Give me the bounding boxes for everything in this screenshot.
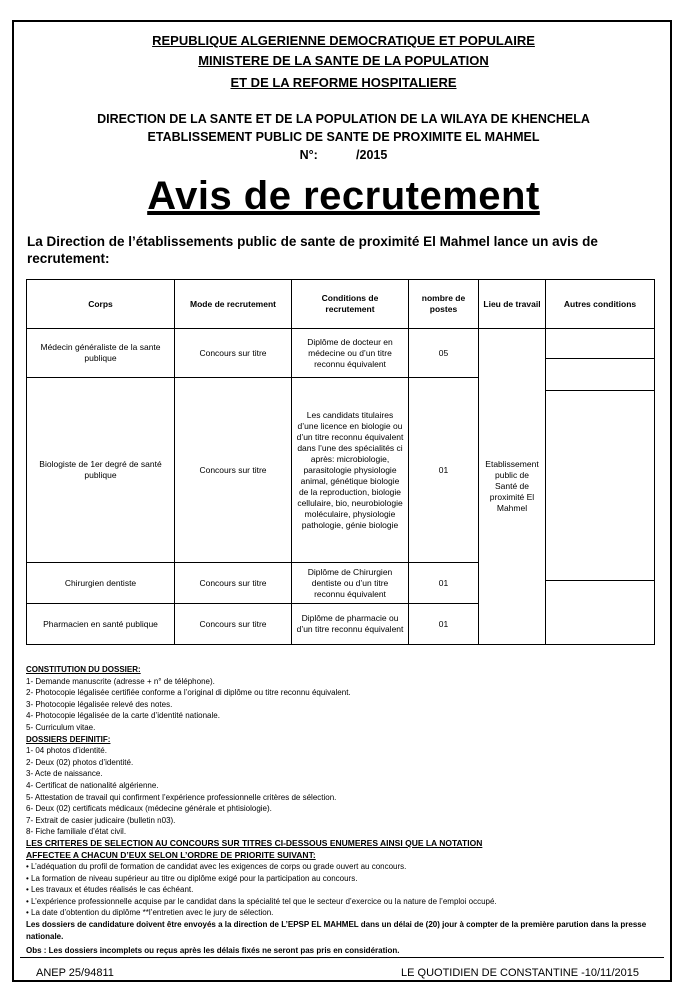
list-item: 6- Deux (02) certificats médicaux (médecine générale et phtisiologie). [26,804,272,814]
cell-corps: Chirurgien dentiste [27,563,175,604]
list-item: 4- Certificat de nationalité algérienne. [26,780,159,790]
header-conditions: Conditions de recrutement [292,280,409,329]
list-item: 5- Attestation de travail qui confirment l’expérience professionnelle critères de sélection. [26,792,337,802]
header-reform: ET DE LA REFORME HOSPITALIERE [230,75,457,90]
header-ministry: MINISTERE DE LA SANTE DE LA POPULATION [198,53,489,68]
footer-publication: LE QUOTIDIEN DE CONSTANTINE -10/11/2015 [401,967,639,979]
list-item: 2- Photocopie légalisée certifiée conforme a l’original di diplôme ou titre reconnu équivalent. [26,688,351,698]
list-item: 5- Curriculum vitae. [26,722,96,732]
list-item: 2- Deux (02) photos d’identité. [26,757,134,767]
cell-mode: Concours sur titre [175,378,292,563]
deadline-note: Les dossiers de candidature doivent être envoyés a la direction de L’EPSP EL MAHMEL dans un délai de (20) jour à compter de la première parution dans la presse nationale. [26,920,647,941]
cell-conditions: Diplôme de docteur en médecine ou d’un titre reconnu équivalent [292,329,409,378]
requirements-section [26,664,656,957]
header-lieu: Lieu de travail [479,280,546,329]
cell-postes: 01 [409,604,479,645]
cell-corps: Biologiste de 1er degré de santé publique [27,378,175,563]
list-item: 7- Extrait de casier judicaire (bulletin n03). [26,815,176,825]
autres-subcell [546,581,654,643]
criteria-heading-1: LES CRITERES DE SELECTION AU CONCOURS SUR TITRES CI-DESSOUS ENUMERES AINSI QUE LA NOTATION [26,837,483,848]
cell-mode: Concours sur titre [175,604,292,645]
dossier-heading: CONSTITUTION DU DOSSIER: [26,665,141,674]
direction-line: DIRECTION DE LA SANTE ET DE LA POPULATION DE LA WILAYA DE KHENCHELA [97,112,590,126]
cell-conditions: Diplôme de Chirurgien dentiste ou d’un titre reconnu équivalent [292,563,409,604]
footer-reference: ANEP 25/94811 [36,967,114,979]
page-title: Avis de recrutement [147,174,540,218]
list-item: 3- Photocopie légalisée relevé des notes. [26,699,173,709]
list-item: • L’adéquation du profil de formation de candidat avec les exigences de corps ou grade ouvert au concours. [26,862,407,872]
footer-divider [20,957,664,958]
autres-subcell [546,359,654,391]
autres-subcell [546,391,654,581]
cell-autres [546,329,655,645]
list-item: • La date d’obtention du diplôme **l’entretien avec le jury de sélection. [26,908,274,918]
establishment-line: ETABLISSEMENT PUBLIC DE SANTE DE PROXIMITE EL MAHMEL [147,130,540,144]
list-item: • Les travaux et études réalisés le cas échéant. [26,885,194,895]
header-autres: Autres conditions [546,280,655,329]
table-header-row [27,280,655,329]
header-corps: Corps [27,280,175,329]
definitif-heading: DOSSIERS DEFINITIF: [26,734,111,744]
observation-note: Obs : Les dossiers incomplets ou reçus après les délais fixés ne seront pas pris en considération. [26,946,400,956]
list-item: 1- Demande manuscrite (adresse + n° de téléphone). [26,676,215,686]
header-mode: Mode de recrutement [175,280,292,329]
header-republic: REPUBLIQUE ALGERIENNE DEMOCRATIQUE ET POPULAIRE [152,33,535,48]
cell-corps: Médecin généraliste de la sante publique [27,329,175,378]
cell-postes: 01 [409,563,479,604]
list-item: 3- Acte de naissance. [26,769,103,779]
table-row [27,329,655,378]
list-item: 8- Fiche familiale d’état civil. [26,827,127,837]
list-item: 1- 04 photos d’identité. [26,746,107,756]
cell-mode: Concours sur titre [175,563,292,604]
cell-postes: 01 [409,378,479,563]
reference-number: N°: /2015 [299,148,388,162]
list-item: • La formation de niveau supérieur au titre ou diplôme exigé pour la participation au concours. [26,873,358,883]
cell-mode: Concours sur titre [175,329,292,378]
header-postes: nombre de postes [409,280,479,329]
cell-conditions: Les candidats titulaires d’une licence en biologie ou d’un titre reconnu équivalent dans l’une des spécialités ci après: microbiologie, parasitologie physiologie animal, génétique biologie de la reproduction, biologie cellulaire, bio, neurobiologie moléculaire, physiologie pathologie, génie biologie [292,378,409,563]
cell-corps: Pharmacien en santé publique [27,604,175,645]
list-item: • L’expérience professionnelle acquise par le candidat dans la spécialité tel que le secteur d’exercice ou la nature de l’emploi occupé. [26,896,497,906]
list-item: 4- Photocopie légalisée de la carte d’identité nationale. [26,711,220,721]
cell-conditions: Diplôme de pharmacie ou d’un titre reconnu équivalent [292,604,409,645]
recruitment-table [26,279,655,645]
cell-postes: 05 [409,329,479,378]
autres-subcell [546,329,654,359]
intro-text: La Direction de l’établissements public de sante de proximité El Mahmel lance un avis de recrutement: [27,234,598,266]
criteria-heading-2: AFFECTEE A CHACUN D’EUX SELON L’ORDRE DE PRIORITE SUIVANT: [26,849,316,860]
cell-lieu: Etablissement public de Santé de proximité El Mahmel [479,329,546,645]
